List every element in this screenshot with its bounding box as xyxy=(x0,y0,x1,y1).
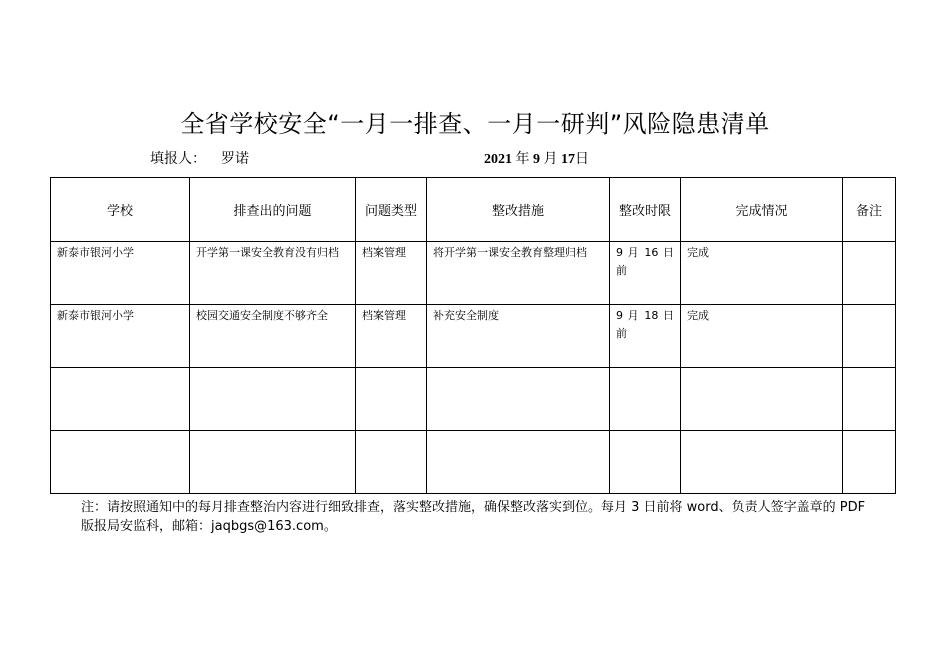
cell-school xyxy=(51,368,190,431)
cell-remark xyxy=(843,368,896,431)
cell-measure: 补充安全制度 xyxy=(427,305,610,368)
cell-school: 新泰市银河小学 xyxy=(51,305,190,368)
header-deadline: 整改时限 xyxy=(610,178,681,242)
header-remark: 备注 xyxy=(843,178,896,242)
table-row xyxy=(51,368,896,431)
cell-school: 新泰市银河小学 xyxy=(51,242,190,305)
document-title: 全省学校安全“一月一排查、一月一研判”风险隐患清单 xyxy=(180,110,770,138)
footnote: 注：请按照通知中的每月排查整治内容进行细致排查，落实整改措施，确保整改落实到位。每月 3 日前将 word、负责人签字盖章的 PDF 版报局安监科，邮箱：jaqbgs@163.com。 xyxy=(81,500,866,534)
header-measure: 整改措施 xyxy=(427,178,610,242)
report-date xyxy=(484,150,589,169)
cell-status: 完成 xyxy=(681,242,843,305)
risk-table xyxy=(50,177,896,494)
date-day: 17 xyxy=(561,152,575,167)
table-header-row xyxy=(51,178,896,242)
cell-deadline-line1: 9 月 18 日 xyxy=(616,309,674,322)
cell-issue xyxy=(190,431,356,494)
cell-type xyxy=(356,431,427,494)
cell-deadline xyxy=(610,368,681,431)
cell-remark xyxy=(843,242,896,305)
cell-deadline xyxy=(610,305,681,368)
cell-deadline-line1: 9 月 16 日 xyxy=(616,246,674,259)
cell-measure: 将开学第一课安全教育整理归档 xyxy=(427,242,610,305)
cell-type: 档案管理 xyxy=(356,305,427,368)
cell-remark xyxy=(843,431,896,494)
date-year: 2021 xyxy=(484,152,512,167)
table-row xyxy=(51,242,896,305)
date-day-unit: 日 xyxy=(575,151,589,167)
header-type: 问题类型 xyxy=(356,178,427,242)
cell-status: 完成 xyxy=(681,305,843,368)
cell-issue xyxy=(190,368,356,431)
date-year-unit: 年 xyxy=(515,151,530,167)
header-school: 学校 xyxy=(51,178,190,242)
cell-issue: 开学第一课安全教育没有归档 xyxy=(190,242,356,305)
cell-type: 档案管理 xyxy=(356,242,427,305)
header-status: 完成情况 xyxy=(681,178,843,242)
cell-measure xyxy=(427,431,610,494)
table-row xyxy=(51,305,896,368)
cell-issue: 校园交通安全制度不够齐全 xyxy=(190,305,356,368)
cell-measure xyxy=(427,368,610,431)
date-month-unit: 月 xyxy=(543,151,558,167)
cell-status xyxy=(681,431,843,494)
cell-deadline-line2: 前 xyxy=(616,327,627,340)
filler-label: 填报人： xyxy=(150,151,206,167)
cell-status xyxy=(681,368,843,431)
filler-name: 罗诺 xyxy=(221,151,249,167)
cell-deadline-line2: 前 xyxy=(616,264,627,277)
header-issue: 排查出的问题 xyxy=(190,178,356,242)
cell-type xyxy=(356,368,427,431)
cell-deadline xyxy=(610,431,681,494)
table-row xyxy=(51,431,896,494)
cell-deadline xyxy=(610,242,681,305)
cell-school xyxy=(51,431,190,494)
date-month: 9 xyxy=(533,152,540,167)
cell-remark xyxy=(843,305,896,368)
